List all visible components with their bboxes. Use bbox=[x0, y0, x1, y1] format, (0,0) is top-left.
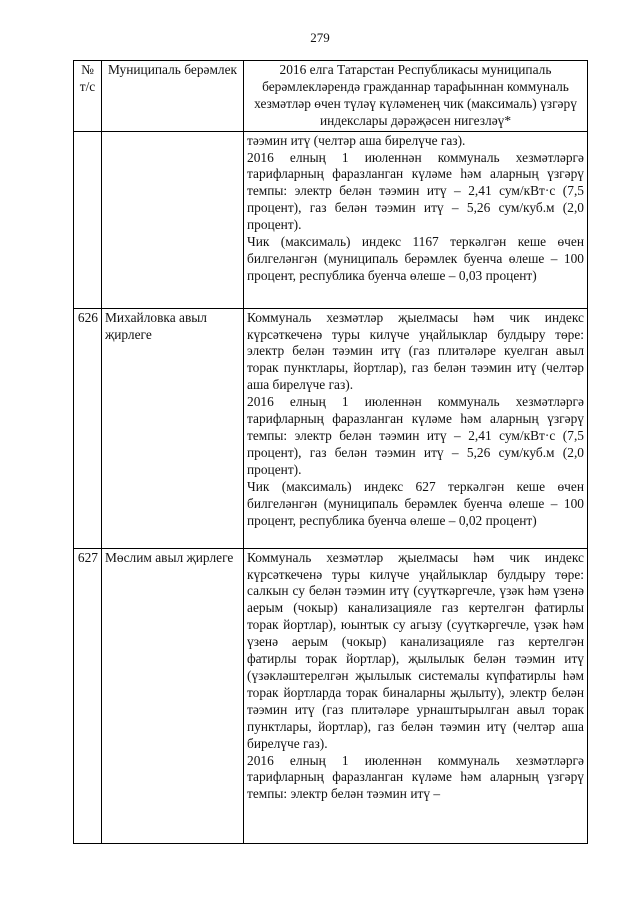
paragraph: тәэмин итү (челтәр аша бирелүче газ). bbox=[247, 132, 466, 148]
table-row bbox=[74, 131, 588, 308]
row-number bbox=[74, 131, 102, 308]
paragraph: Коммуналь хезмәтләр җыелмасы һәм чик индекс күрсәткеченә туры килүче уңайлыклар булдыру төре: салкын су белән тәэмин итү (суүткәргечле, үзәк һәм үзенә аерым (чокыр) канализацияле газ кертелгән фатирлы торак йортлар), юынтык су агызу (суүткәргечле, үзәк һәм үзенә аерым (чокыр) канализацияле газ кертелгән фатирлы торак йортлар), җылылык белән тәэмин итү (үзәкләштерелгән җылылык системалы күпфатирлы һәм торак йортларда торак биналарны җылыту), электр белән тәэмин итү (газ плитәләре урнаштырылган авыл торак пунктлары, йортлар), газ белән тәэмин итү (челтәр аша бирелүче газ). bbox=[247, 549, 584, 751]
municipality-name bbox=[102, 131, 244, 308]
row-number: 626 bbox=[74, 308, 102, 548]
header-description: 2016 елга Татарстан Республикасы муниципаль берәмлекләрендә гражданнар тарафыннан коммуналь хезмәтләр өчен түләү күләменең чик (максималь) үзгәрү индекслары дәрәҗәсен нигезләү* bbox=[244, 61, 588, 132]
row-number: 627 bbox=[74, 548, 102, 843]
table-row bbox=[74, 308, 588, 548]
paragraph: 2016 елның 1 июленнән коммуналь хезмәтләргә тарифларның фаразланган күләме һәм аларның үзгәрү темпы: электр белән тәэмин итү – 2,41 сум/кВт·с (7,5 процент), газ белән тәэмин итү – 5,26 сум/куб.м (2,0 процент). bbox=[247, 394, 584, 477]
paragraph: Коммуналь хезмәтләр җыелмасы һәм чик индекс күрсәткеченә туры килүче уңайлыклар булдыру төре: электр белән тәэмин итү (газ плитәләре куелган авыл торак пунктлары, йортлар), газ белән тәэмин итү (челтәр аша бирелүче газ). bbox=[247, 309, 584, 393]
municipality-name: Мөслим авыл җирлеге bbox=[102, 548, 244, 843]
municipality-name: Михайловка авыл җирлеге bbox=[102, 308, 244, 548]
table-header-row bbox=[74, 61, 588, 132]
table-row bbox=[74, 548, 588, 843]
row-description bbox=[244, 131, 588, 308]
row-description bbox=[244, 548, 588, 843]
paragraph: Чик (максималь) индекс 1167 теркәлгән кеше өчен билгеләнгән (муниципаль берәмлек буенча өлеше – 100 процент, республика буенча өлеше – 0,03 процент) bbox=[247, 234, 584, 283]
page-number: 279 bbox=[310, 30, 330, 45]
header-municipality: Муниципаль берәмлек bbox=[102, 61, 244, 132]
row-description bbox=[244, 308, 588, 548]
indices-table bbox=[73, 60, 588, 844]
paragraph: 2016 елның 1 июленнән коммуналь хезмәтләргә тарифларның фаразланган күләме һәм аларның үзгәрү темпы: электр белән тәэмин итү – bbox=[247, 752, 584, 802]
header-number: № т/с bbox=[74, 61, 102, 132]
paragraph: Чик (максималь) индекс 627 теркәлгән кеше өчен билгеләнгән (муниципаль берәмлек буенча өлеше – 100 процент, республика буенча өлеше – 0,02 процент) bbox=[247, 478, 584, 528]
paragraph: 2016 елның 1 июленнән коммуналь хезмәтләргә тарифларның фаразланган күләме һәм аларның үзгәрү темпы: электр белән тәэмин итү – 2,41 сум/кВт·с (7,5 процент), газ белән тәэмин итү – 5,26 сум/куб.м (2,0 процент). bbox=[247, 149, 584, 233]
